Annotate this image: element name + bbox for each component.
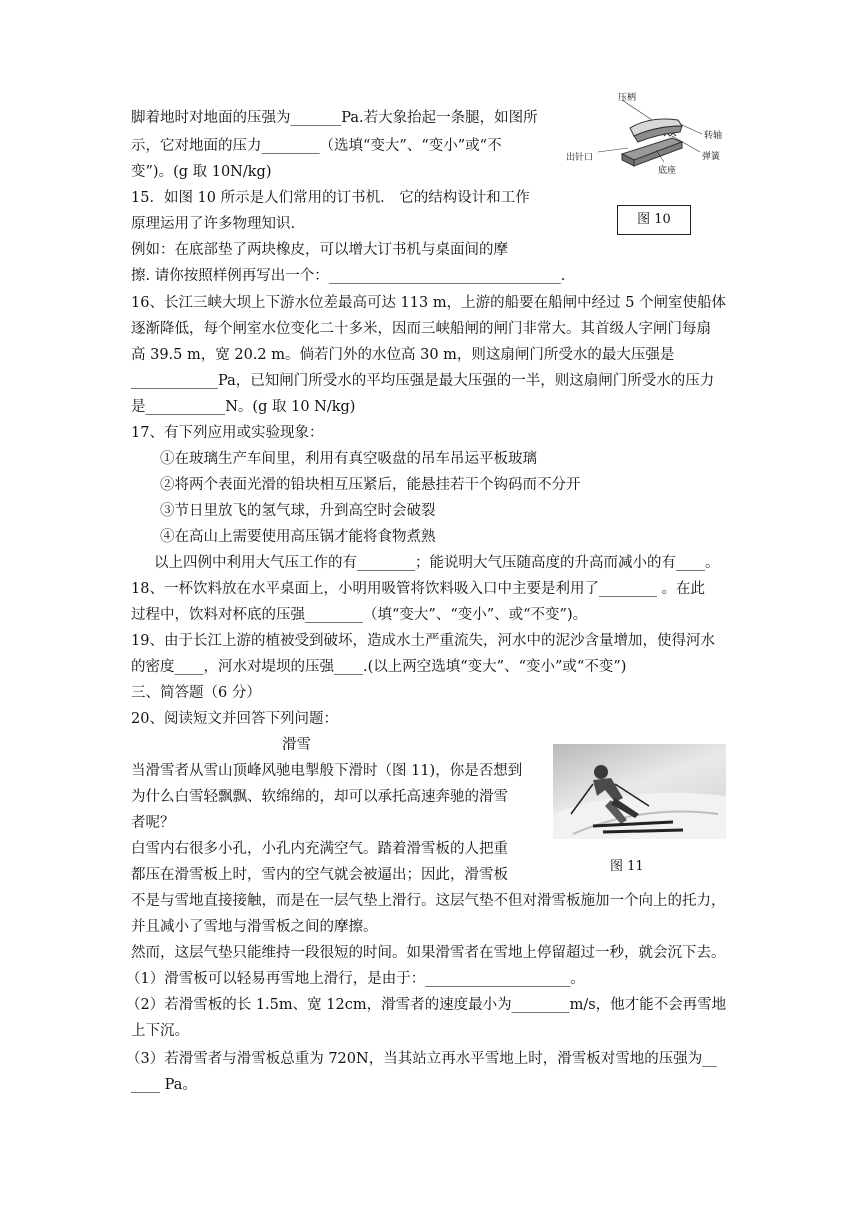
label-outlet: 出针口 — [566, 153, 594, 163]
text-line: ____________Pa，已知闸门所受水的平均压强是最大压强的一半，则这扇闸门所受水的压力 — [131, 373, 715, 389]
text-line: 是___________N。(g 取 10 N/kg) — [131, 399, 356, 415]
label-handle: 压柄 — [618, 93, 637, 103]
label-base: 底座 — [658, 166, 677, 176]
figure-10-caption: 图 10 — [637, 212, 671, 227]
text-line: 示，它对地面的压力________（选填“变大”、“变小”或“不 — [131, 138, 502, 154]
question-item: （2）若滑雪板的长 1.5m、宽 12cm，滑雪者的速度最小为________m/s，他才能不会再雪地 — [126, 997, 727, 1013]
label-spring: 弹簧 — [702, 152, 721, 162]
text-line: 然而，这层气垫只能维持一段很短的时间。如果滑雪者在雪地上停留超过一秒，就会沉下去。 — [131, 945, 726, 961]
text-line: 的密度____，河水对堤坝的压强____.(以上两空选填“变大”、“变小”或“不变”) — [131, 659, 627, 675]
text-line: 原理运用了许多物理知识. — [131, 216, 296, 232]
section-heading: 三、简答题（6 分） — [131, 685, 261, 701]
text-line: 17、有下列应用或实验现象： — [131, 425, 324, 441]
stapler-illustration — [560, 86, 740, 198]
list-item: ②将两个表面光滑的铅块相互压紧后，能悬挂若干个钩码而不分开 — [160, 477, 581, 493]
text-line: 19、由于长江上游的植被受到破坏，造成水土严重流失，河水中的泥沙含量增加，使得河水 — [131, 633, 715, 649]
text-line: ____ Pa。 — [131, 1077, 197, 1093]
list-item: ③节日里放飞的氢气球，升到高空时会破裂 — [160, 503, 436, 519]
text-line: 当滑雪者从雪山顶峰风驰电掣般下滑时（图 11)，你是否想到 — [131, 763, 523, 779]
text-line: 上下沉。 — [131, 1023, 189, 1039]
text-line: 以上四例中利用大气压工作的有________；能说明大气压随高度的升高而减小的有____。 — [154, 555, 720, 571]
text-line: 不是与雪地直接接触，而是在一层气垫上滑行。这层气垫不但对滑雪板施加一个向上的托力， — [131, 893, 726, 909]
text-line: 为什么白雪轻飘飘、软绵绵的，却可以承托高速奔驰的滑雪 — [131, 789, 508, 805]
skier-photo — [553, 744, 726, 839]
text-line: 都压在滑雪板上时，雪内的空气就会被逼出；因此，滑雪板 — [131, 867, 508, 883]
article-title: 滑雪 — [282, 737, 311, 753]
text-line: 过程中，饮料对杯底的压强________（填“变大”、“变小”、或“不变”)。 — [131, 607, 588, 623]
text-line: 18、一杯饮料放在水平桌面上，小明用吸管将饮料吸入口中主要是利用了________ 。在此 — [131, 581, 706, 597]
text-line: 15．如图 10 所示是人们常用的订书机． 它的结构设计和工作 — [131, 190, 530, 206]
text-line: 擦. 请你按照样例再写出一个：________________________________. — [131, 268, 566, 284]
text-line: 16、长江三峡大坝上下游水位差最高可达 113 m，上游的船要在船闸中经过 5 个闸室使船体 — [131, 295, 727, 311]
text-line: 并且减小了雪地与滑雪板之间的摩擦。 — [131, 919, 378, 935]
figure-11 — [553, 744, 726, 839]
text-line: 者呢？ — [131, 815, 175, 831]
text-line: 例如：在底部垫了两块橡皮，可以增大订书机与桌面间的摩 — [131, 242, 508, 258]
text-line: 20、阅读短文并回答下列问题： — [131, 711, 338, 727]
text-line: 高 39.5 m，宽 20.2 m。倘若门外的水位高 30 m，则这扇闸门所受水的最大压强是 — [131, 347, 675, 363]
list-item: ①在玻璃生产车间里，利用有真空吸盘的吊车吊运平板玻璃 — [160, 451, 537, 467]
figure-11-caption: 图 11 — [610, 859, 644, 874]
text-line: 逐渐降低，每个闸室水位变化二十多米，因而三峡船闸的闸门非常大。其首级人字闸门每扇 — [131, 321, 711, 337]
figure-10-caption-box — [617, 205, 691, 235]
figure-10 — [560, 86, 740, 198]
list-item: ④在高山上需要使用高压锅才能将食物煮熟 — [160, 529, 436, 545]
text-line: 变”)。(g 取 10N/kg) — [131, 164, 272, 180]
label-axis: 转轴 — [704, 131, 723, 141]
text-line: 白雪内右很多小孔，小孔内充满空气。踏着滑雪板的人把重 — [131, 841, 508, 857]
question-item: （3）若滑雪者与滑雪板总重为 720N，当其站立再水平雪地上时，滑雪板对雪地的压强为__ — [126, 1051, 717, 1067]
question-item: （1）滑雪板可以轻易再雪地上滑行，是由于：____________________。 — [126, 971, 585, 987]
text-line: 脚着地时对地面的压强为_______Pa.若大象抬起一条腿，如图所 — [131, 110, 538, 126]
